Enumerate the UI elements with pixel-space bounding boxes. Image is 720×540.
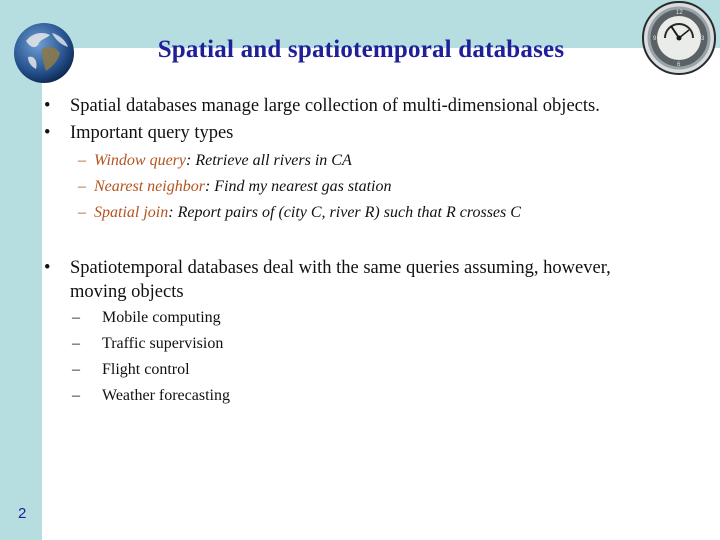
dash-marker: – [78,204,86,221]
page-number: 2 [18,505,27,522]
application-label: Mobile computing [102,309,221,326]
query-type-item [78,177,391,197]
query-description: : Find my nearest gas station [204,178,392,195]
query-term: Nearest neighbor [94,178,205,195]
bullet-text-continued: moving objects [70,282,184,302]
application-label: Traffic supervision [102,335,224,352]
dash-marker: – [72,309,80,326]
clock-icon [641,0,717,76]
svg-text:12: 12 [676,10,683,16]
query-type-item [78,151,352,171]
query-type-item [78,203,521,223]
bullet-text: Spatial databases manage large collection of multi-dimensional objects. [70,96,600,116]
dash-marker: – [72,335,80,352]
bullet-marker: • [44,258,51,278]
query-description: : Report pairs of (city C, river R) such that R crosses C [168,204,521,221]
query-description: : Retrieve all rivers in CA [186,152,352,169]
slide-title: Spatial and spatiotemporal databases [157,36,565,63]
earth-globe-icon [12,21,76,85]
svg-text:3: 3 [701,36,705,42]
dash-marker: – [78,152,86,169]
dash-marker: – [72,361,80,378]
svg-text:6: 6 [677,62,681,68]
application-label: Flight control [102,361,190,378]
bullet-text: Spatiotemporal databases deal with the same queries assuming, however, [70,258,611,278]
svg-text:9: 9 [653,36,657,42]
bullet-marker: • [44,96,51,116]
dash-marker: – [78,178,86,195]
dash-marker: – [72,387,80,404]
bullet-marker: • [44,123,51,143]
bullet-text: Important query types [70,123,234,143]
query-term: Window query [94,152,186,169]
query-term: Spatial join [94,204,169,221]
application-label: Weather forecasting [102,387,230,404]
